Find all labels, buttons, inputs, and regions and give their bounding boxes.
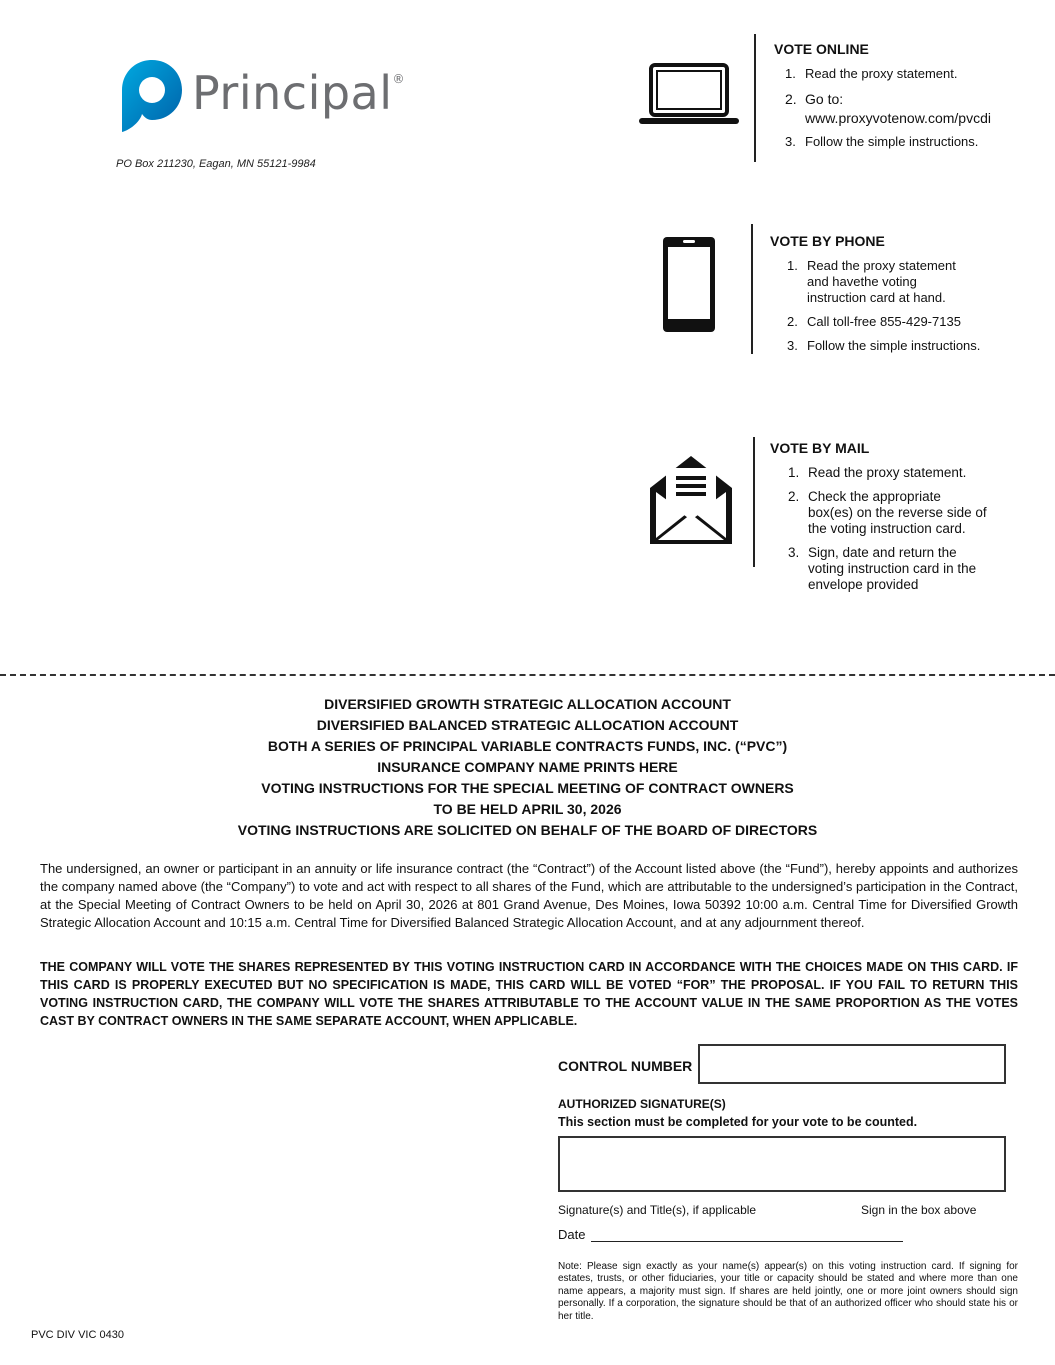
vote-online-url[interactable]: www.proxyvotenow.com/pvcdi [805,110,991,126]
control-number-field[interactable] [698,1044,1006,1084]
date-field[interactable] [591,1241,903,1242]
phone-icon [661,235,717,334]
heading-line-7: VOTING INSTRUCTIONS ARE SOLICITED ON BEHALF OF THE BOARD OF DIRECTORS [237,822,818,838]
vote-phone-divider [751,224,753,354]
envelope-icon [646,450,736,547]
principal-logo [120,58,406,138]
date-label: Date [558,1227,586,1242]
principal-logo-mark-icon [120,58,184,136]
signature-caption: Signature(s) and Title(s), if applicable [558,1203,757,1217]
appointment-paragraph: The undersigned, an owner or participant in an annuity or life insurance contract (the “Contract”) of the Account listed above (the “Fund”), hereby appoints and authorizes the company named above (the “Company”) to vote and act with respect to all shares of the Fund, which are attributable to the undersigned’s participation in the Contract, at the Special Meeting of Contract Owners to be held on April 30, 2026 at 801 Grand Avenue, Des Moines, Iowa 50392 10:00 a.m. Central Time for Diversified Growth Strategic Allocation Account and 10:15 a.m. Central Time for Diversified Balanced Strategic Allocation Account, and at any adjournment thereof. [40,861,1018,930]
vote-phone-step-2: 2. Call toll-free 855-429-7135 [787,314,961,329]
vote-phone-step-3: 3. Follow the simple instructions. [787,338,981,353]
vote-online-step-2: 2. Go to: www.proxyvotenow.com/pvcdi [785,91,991,126]
signature-hint: Sign in the box above [861,1203,977,1217]
vote-online-step-3: 3. Follow the simple instructions. [785,134,979,149]
form-code: PVC DIV VIC 0430 [31,1329,124,1341]
vote-online-steps [785,66,1025,158]
vote-online-divider [754,34,756,162]
tear-off-line [0,674,1055,676]
vote-mail-step-2: 2. Check the appropriate box(es) on the reverse side of the voting instruction card. [788,489,987,536]
vote-phone-title: VOTE BY PHONE [770,233,885,249]
signature-box[interactable] [558,1136,1006,1192]
vote-mail-divider [753,437,755,567]
vote-mail-step-1: 1. Read the proxy statement. [788,465,967,480]
heading-line-1: DIVERSIFIED GROWTH STRATEGIC ALLOCATION ACCOUNT [324,696,731,712]
vote-online-step-1: 1. Read the proxy statement. [785,66,958,81]
heading-line-4: INSURANCE COMPANY NAME PRINTS HERE [377,759,678,775]
authorized-signature-label: AUTHORIZED SIGNATURE(S) [558,1097,726,1111]
return-address: PO Box 211230, Eagan, MN 55121-9984 [116,158,316,170]
vote-mail-steps [788,465,988,601]
vote-phone-step-1: 1. Read the proxy statement and havethe voting instruction card at hand. [787,258,956,305]
laptop-icon [638,62,740,126]
heading-line-6: TO BE HELD APRIL 30, 2026 [433,801,622,817]
vote-mail-title: VOTE BY MAIL [770,440,870,456]
vote-phone-steps [787,258,981,362]
authorized-signature-subtext: This section must be completed for your vote to be counted. [558,1115,918,1129]
vote-online-title: VOTE ONLINE [774,41,869,57]
control-number-label: CONTROL NUMBER [558,1058,693,1074]
card-headings [0,694,1055,841]
principal-logo-wordmark: Principal® [192,66,406,120]
vote-mail-step-3: 3. Sign, date and return the voting instruction card in the envelope provided [788,545,977,592]
signing-note: Note: Please sign exactly as your name(s) appear(s) on this voting instruction card. If signing for estates, trusts, or other fiduciaries, your title or capacity should be stated and where more than one name appears, a majority must sign. If shares are held jointly, one or more joint owners should sign personally. If a corporation, the signature should be that of an authorized officer who should state his or her title. [558,1261,1018,1322]
voting-terms-paragraph: THE COMPANY WILL VOTE THE SHARES REPRESENTED BY THIS VOTING INSTRUCTION CARD IN ACCORDANCE WITH THE CHOICES MADE ON THIS CARD. IF THIS CARD IS PROPERLY EXECUTED BUT NO SPECIFICATION IS MADE, THIS CARD WILL BE VOTED “FOR” THE PROPOSAL. IF YOU FAIL TO RETURN THIS VOTING INSTRUCTION CARD, THE COMPANY WILL VOTE THE SHARES ATTRIBUTABLE TO THE ACCOUNT VALUE IN THE SAME PROPORTION AS THE VOTES CAST BY CONTRACT OWNERS IN THE SAME SEPARATE ACCOUNT, WHEN APPLICABLE. [40,960,1018,1028]
heading-line-5: VOTING INSTRUCTIONS FOR THE SPECIAL MEETING OF CONTRACT OWNERS [261,780,794,796]
heading-line-2: DIVERSIFIED BALANCED STRATEGIC ALLOCATION ACCOUNT [316,717,739,733]
heading-line-3: BOTH A SERIES OF PRINCIPAL VARIABLE CONTRACTS FUNDS, INC. (“PVC”) [267,738,788,754]
